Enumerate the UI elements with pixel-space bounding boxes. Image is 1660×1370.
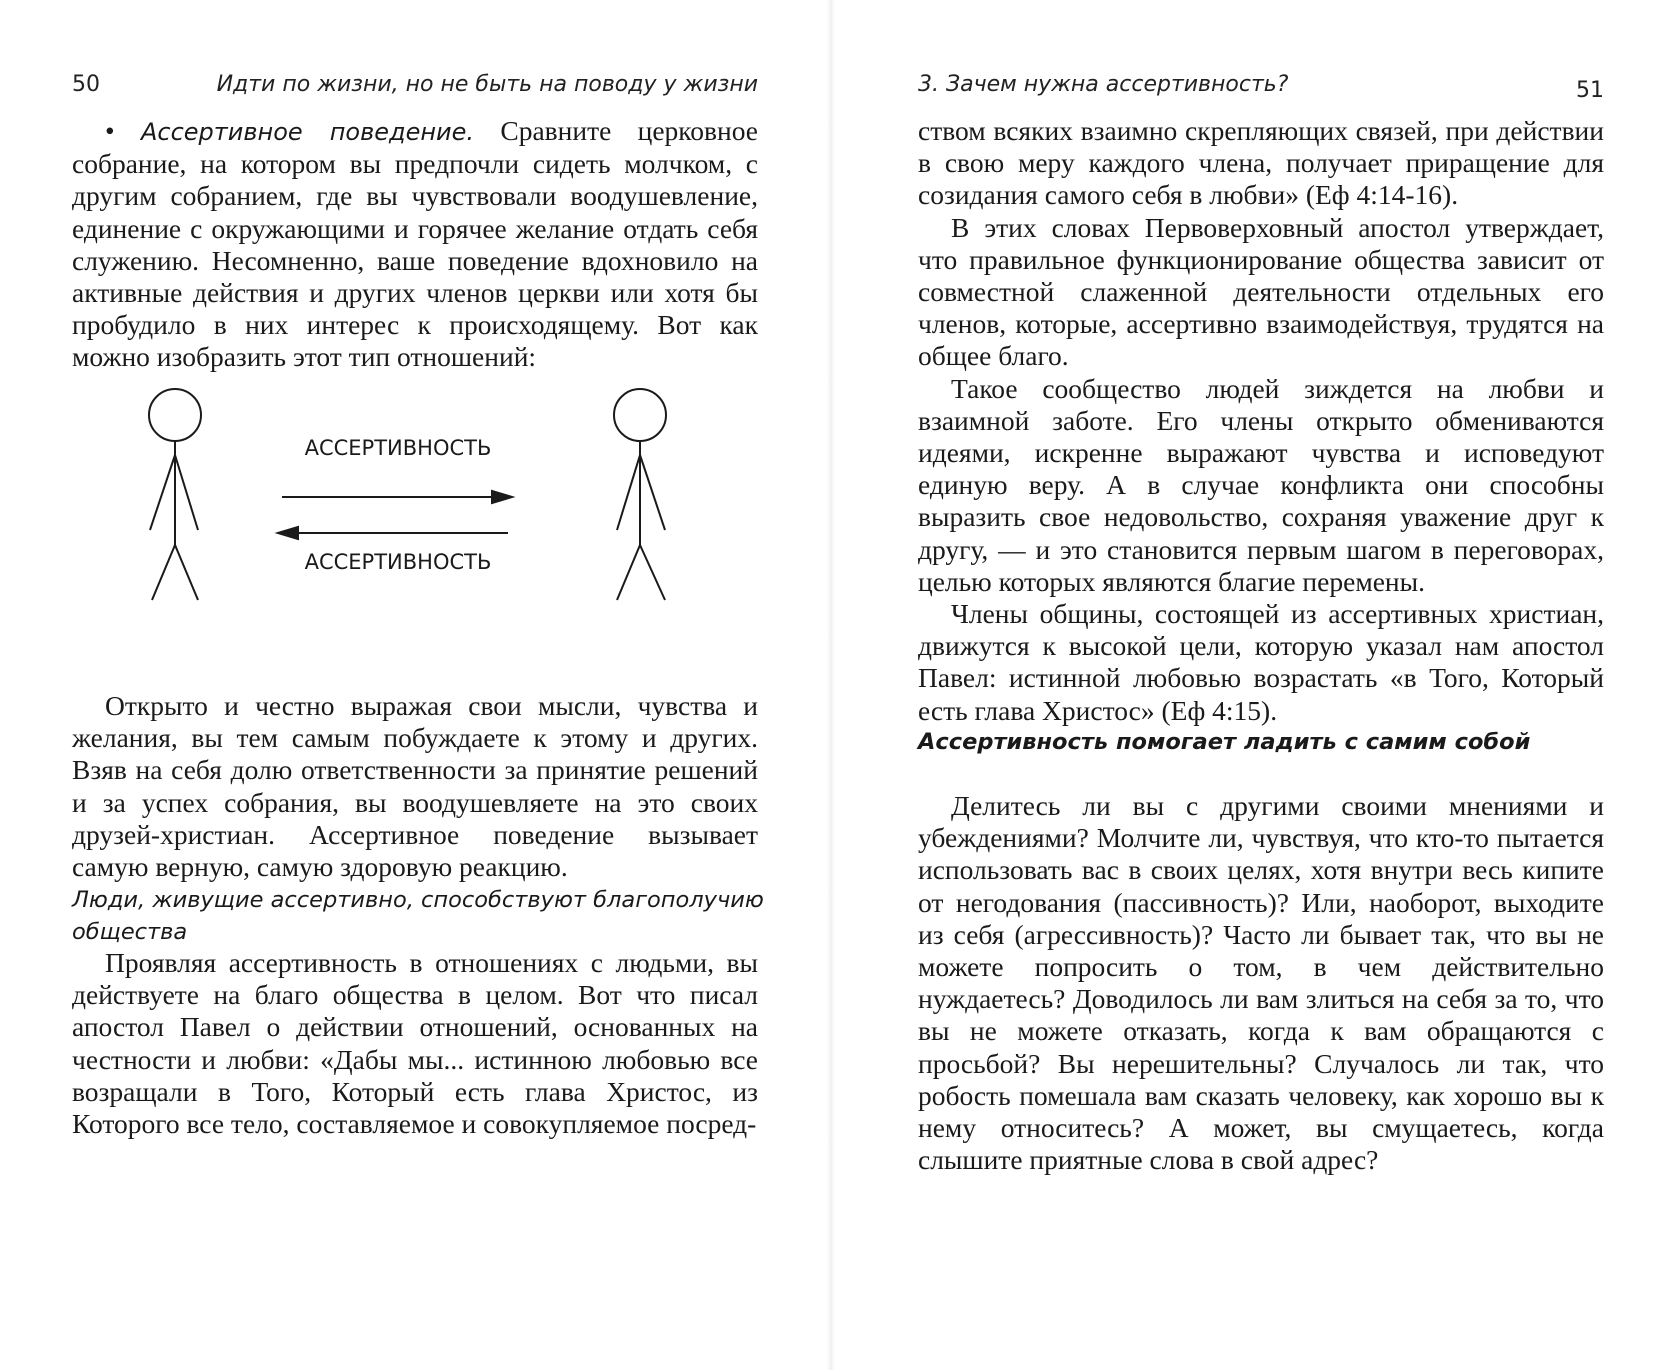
arrow-label-top: АССЕРТИВНОСТЬ: [304, 436, 492, 460]
intro-text: Сравните церковное собрание, на котором вы предпочли сидеть молчком, с другим собранием, где вы чувствовали воодушевление, единение с окружающими и горячее желание отдать себя служению. Несомненно, ваше поведение вдохновило на активные действия и других членов церкви или хотя бы пробудило в них интерес к происходящему. Вот как можно изобразить этот тип отношений:: [72, 115, 758, 373]
right-figure-right-leg: [640, 545, 665, 600]
left-figure-head: [149, 389, 201, 441]
right-figure-left-leg: [617, 545, 640, 600]
intro-lead: Ассертивное поведение.: [140, 118, 475, 146]
arrow-label-bottom: АССЕРТИВНОСТЬ: [304, 550, 492, 574]
right-paragraph-1: ством всяких взаимно скрепляющих связей, при действии в свою меру каждого члена, получает приращение для созидания самого себя в любви» (Еф 4:14-16).: [918, 115, 1604, 211]
right-page-number: 51: [1576, 78, 1604, 103]
left-paragraph-2-block: [72, 690, 758, 883]
assertiveness-diagram: [120, 385, 740, 635]
left-paragraph-2: Открыто и честно выражая свои мысли, чувства и желания, вы тем самым побуждаете к этому и других. Взяв на себя долю ответственности за принятие решений и за успех собрания, вы воодушевляете на это своих друзей-христиан. Ассертивное поведение вызывает самую верную, самую здоровую реакцию.: [72, 690, 758, 883]
right-paragraph-3: Такое сообщество людей зиждется на любви и взаимной заботе. Его члены открыто обмениваются идеями, искренне выражают чувства и исповедуют единую веру. А в случае конфликта они способны выразить свое недовольство, сохраняя уважение друг к другу, — и это становится первым шагом в переговорах, целью которых являются благие перемены.: [918, 372, 1604, 597]
bullet-marker: •: [105, 115, 115, 146]
right-subheading: Ассертивность помогает ладить с самим собой: [918, 729, 1531, 755]
right-text-block-1: [918, 115, 1604, 727]
arrow-left: [278, 527, 508, 539]
left-paragraph-3: Проявляя ассертивность в отношениях с людьми, вы действуете на благо общества в целом. Вот что писал апостол Павел о действии отношений, основанных на честности и любви: «Дабы мы... истинною любовью все возращали в Того, Который есть глава Христос, из Которого все тело, составляемое и совокупляемое посред-: [72, 947, 758, 1140]
right-figure-head: [614, 389, 666, 441]
left-subheading: Люди, живущие ассертивно, способствуют благополучию общества: [72, 887, 764, 945]
left-figure-right-leg: [175, 545, 198, 600]
right-running-title-text: 3. Зачем нужна ассертивность?: [918, 72, 1289, 97]
right-stick-figure: [614, 389, 666, 600]
intro-paragraph: [72, 115, 758, 374]
left-running-title-text: Идти по жизни, но не быть на поводу у жизни: [216, 72, 758, 97]
arrow-right: [282, 491, 512, 503]
right-paragraph-5: Делитесь ли вы с другими своими мнениями и убеждениями? Молчите ли, чувствуя, что кто-то пытается использовать вас в своих целях, хотя внутри весь кипите от негодования (пассивность)? Или, наоборот, выходите из себя (агрессивность)? Часто ли бывает так, что вы не можете попросить о том, в чем действительно нуждаетесь? Доводилось ли вам злиться на себя за то, что вы не можете отказать, когда к вам обращаются с просьбой? Вы нерешительны? Случалось ли так, что робость помешала вам сказать человеку, как хорошо вы к нему относитесь? А может, вы смущаетесь, когда слышите приятные слова в свой адрес?: [918, 790, 1604, 1176]
left-figure-left-leg: [152, 545, 175, 600]
diagram-svg: [120, 385, 740, 635]
right-figure-right-arm: [640, 455, 665, 530]
right-paragraph-2: В этих словах Первоверховный апостол утверждает, что правильное функционирование общества зависит от совместной слаженной деятельности отдельных его членов, которые, ассертивно взаимодействуя, трудятся на общее благо.: [918, 211, 1604, 372]
right-text-block-2: [918, 790, 1604, 1176]
right-page: [834, 0, 1660, 1370]
right-paragraph-4: Члены общины, состоящей из ассертивных христиан, движутся к высокой цели, которую указал нам апостол Павел: истинной любовью возрастать «в Того, Который есть глава Христос» (Еф 4:15).: [918, 598, 1604, 726]
left-intro-block: [72, 115, 758, 374]
left-figure-right-arm: [175, 455, 198, 530]
left-paragraph-3-block: [72, 947, 758, 1140]
left-page-number: 50: [72, 72, 100, 97]
left-figure-left-arm: [150, 455, 175, 530]
right-figure-left-arm: [617, 455, 640, 530]
left-running-title: [0, 72, 758, 97]
left-page: [0, 0, 828, 1370]
left-stick-figure: [149, 389, 201, 600]
